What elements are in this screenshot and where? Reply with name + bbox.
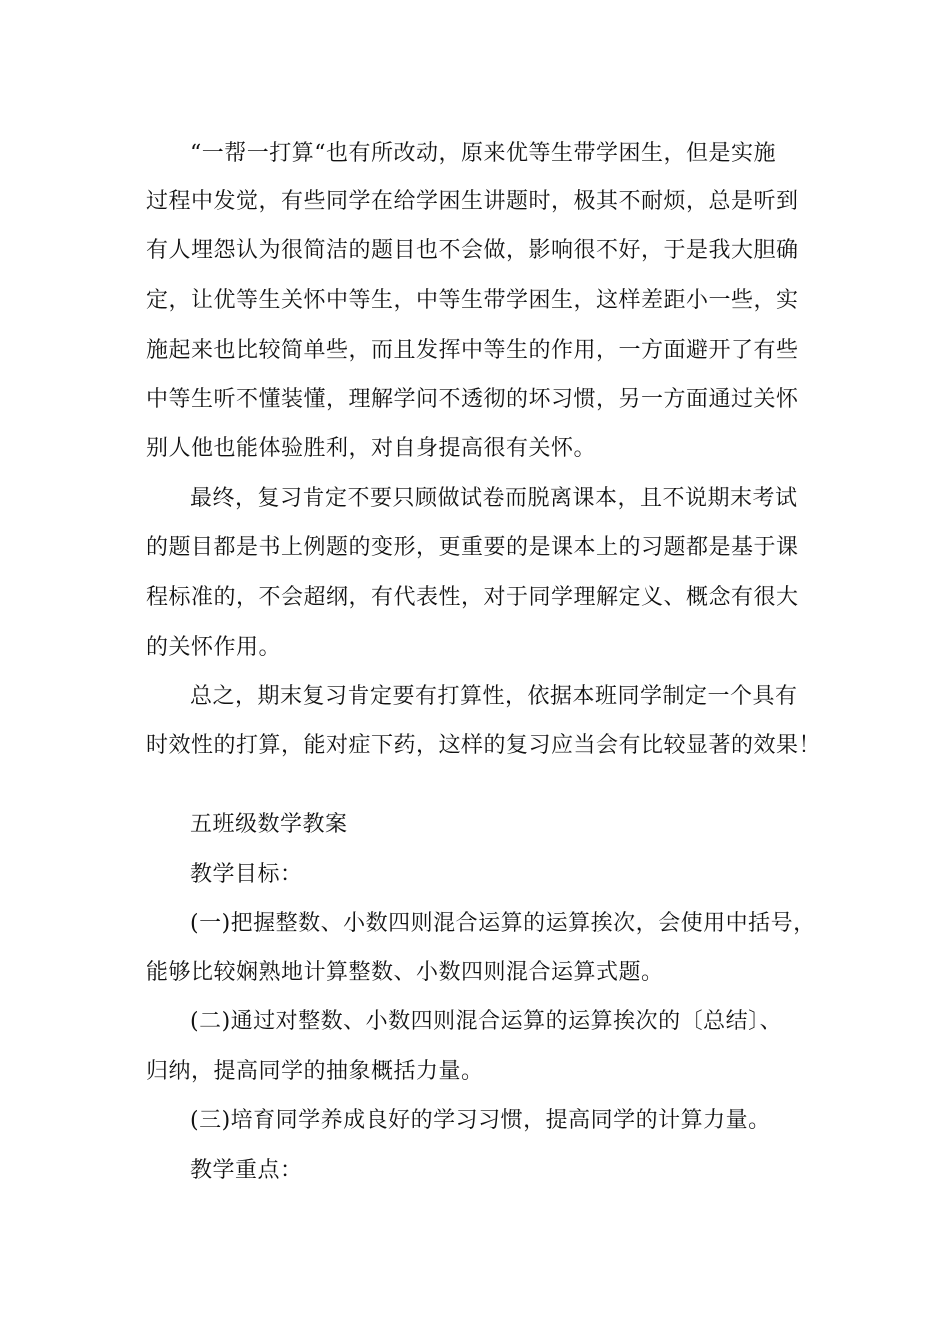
goal-1-line-2: 能够比较娴熟地计算整数、小数四则混合运算式题。 (146, 960, 664, 985)
paragraph-1-line-6: 中等生听不懂装懂，理解学问不透彻的坏习惯，另一方面通过关怀 (146, 387, 799, 412)
goals-heading: 教学目标： (190, 862, 303, 887)
paragraph-2-line-3: 程标准的，不会超纲，有代表性，对于同学理解定义、概念有很大 (146, 585, 799, 610)
paragraph-2-line-2: 的题目都是书上例题的变形，更重要的是课本上的习题都是基于课 (146, 535, 799, 560)
paragraph-1-line-4: 定，让优等生关怀中等生，中等生带学困生，这样差距小一些，实 (146, 288, 799, 313)
paragraph-1-line-2: 过程中发觉，有些同学在给学困生讲题时，极其不耐烦，总是听到 (146, 189, 799, 214)
goal-2-line-1: (二)通过对整数、小数四则混合运算的运算挨次的〔总结〕、 (190, 1009, 783, 1034)
paragraph-2-line-4: 的关怀作用。 (146, 635, 282, 660)
paragraph-1-line-5: 施起来也比较简单些，而且发挥中等生的作用，一方面避开了有些 (146, 338, 799, 363)
goal-1-line-1: (一)把握整数、小数四则混合运算的运算挨次，会使用中括号， (190, 911, 816, 936)
paragraph-1-line-7: 别人他也能体验胜利，对自身提高很有关怀。 (146, 436, 597, 461)
paragraph-2-line-1: 最终，复习肯定不要只顾做试卷而脱离课本，且不说期末考试 (190, 486, 798, 511)
paragraph-1-line-3: 有人埋怨认为很简洁的题目也不会做，影响很不好，于是我大胆确 (146, 238, 799, 263)
paragraph-1-line-1: “一帮一打算“也有所改动，原来优等生带学困生，但是实施 (190, 141, 776, 166)
lesson-title: 五班级数学教案 (190, 812, 348, 837)
goal-2-line-2: 归纳，提高同学的抽象概括力量。 (146, 1059, 484, 1084)
key-points-heading: 教学重点： (190, 1158, 303, 1183)
paragraph-3-line-2: 时效性的打算，能对症下药，这样的复习应当会有比较显著的效果！ (146, 733, 822, 758)
paragraph-3-line-1: 总之，期末复习肯定要有打算性，依据本班同学制定一个具有 (190, 684, 798, 709)
goal-3-line-1: (三)培育同学养成良好的学习习惯，提高同学的计算力量。 (190, 1108, 771, 1133)
